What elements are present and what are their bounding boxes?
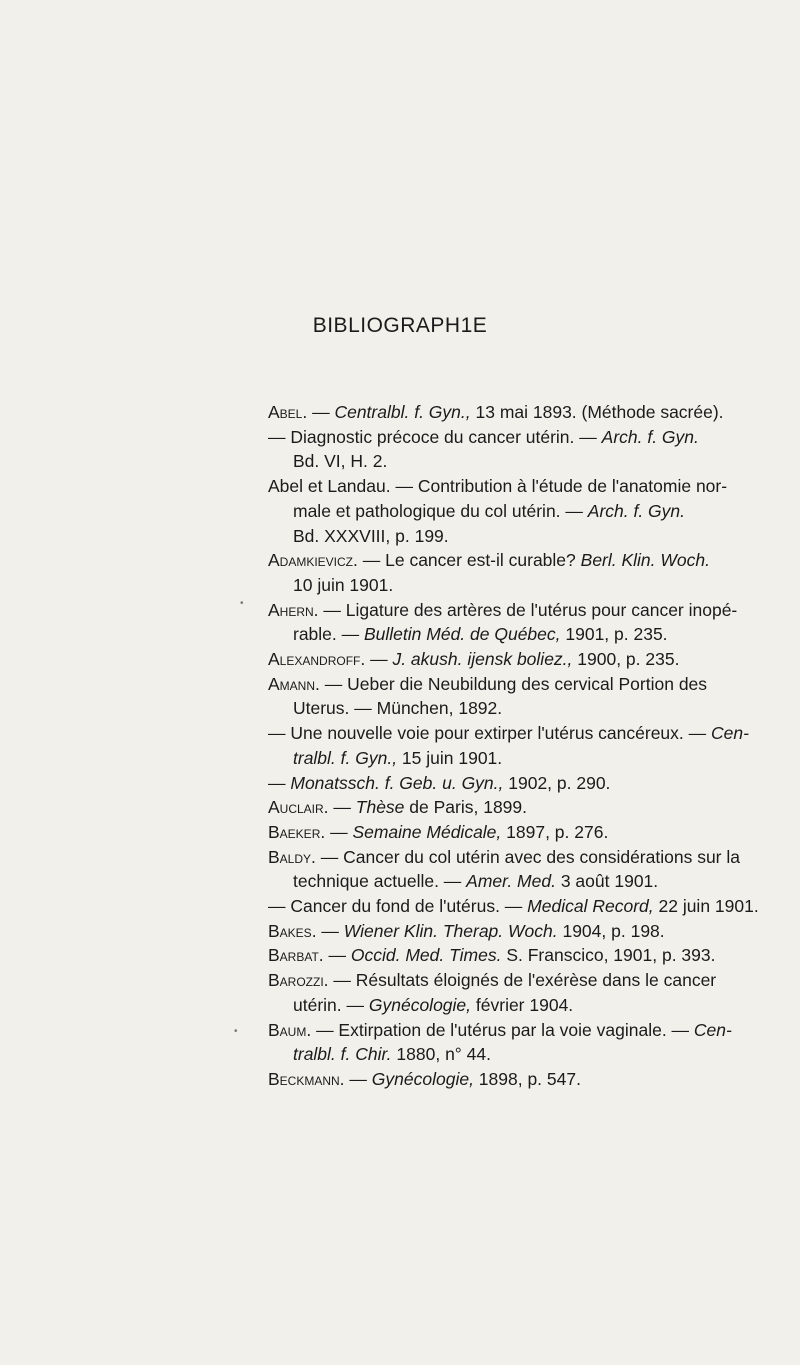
entry-text: technique actuelle. —	[293, 871, 467, 892]
entry-text: —	[316, 920, 344, 941]
bibliography-line	[268, 1018, 748, 1043]
author-name: Bakes.	[268, 920, 317, 941]
entry-text: 1897, p. 276.	[501, 821, 609, 842]
bibliography-line	[268, 499, 748, 524]
entry-text: — Ueber die Neubildung des cervical Portion des	[319, 673, 708, 694]
entry-text: 1902, p. 290.	[503, 772, 611, 793]
publication-title: Cen-	[693, 1019, 732, 1040]
scan-speck: •	[240, 598, 244, 609]
entry-text: — Cancer du fond de l'utérus. —	[268, 896, 528, 917]
entry-text: rable. —	[293, 624, 364, 645]
bibliography-line	[268, 696, 748, 721]
entry-text: —	[323, 945, 351, 966]
publication-title: Monatssch. f. Geb. u. Gyn.,	[290, 772, 504, 793]
entry-text: — Une nouvelle voie pour extirper l'utérus cancéreux. —	[268, 723, 712, 744]
author-name: Adamkievicz.	[268, 550, 358, 571]
scan-speck: •	[234, 1026, 238, 1037]
author-name: Auclair.	[268, 797, 329, 818]
bibliography-line	[268, 1067, 748, 1092]
publication-title: Berl. Klin. Woch.	[580, 550, 710, 571]
entry-text: —	[328, 797, 356, 818]
entry-text: male et pathologique du col utérin. —	[293, 500, 588, 521]
author-name: Baum.	[268, 1019, 312, 1040]
entry-text: 13 mai 1893. (Méthode sacrée).	[470, 402, 724, 422]
bibliography-line	[268, 869, 748, 894]
entry-text: Abel et Landau. — Contribution à l'étude de l'anatomie nor-	[268, 476, 728, 497]
bibliography-line	[268, 968, 748, 993]
entry-text: Uterus. — München, 1892.	[293, 698, 503, 719]
entry-text: 3 août 1901.	[555, 871, 659, 892]
publication-title: Arch. f. Gyn.	[601, 426, 699, 447]
entry-text: 1880, n° 44.	[391, 1044, 491, 1065]
bibliography-line	[268, 820, 748, 845]
publication-title: Semaine Médicale,	[352, 821, 502, 842]
entry-text: 1900, p. 235.	[572, 649, 680, 670]
author-name: Amann.	[268, 673, 320, 694]
entry-text: février 1904.	[471, 994, 574, 1015]
entry-text: —	[268, 772, 291, 793]
entry-text: —	[365, 649, 393, 670]
publication-title: Centralbl. f. Gyn.,	[334, 402, 471, 422]
bibliography-line	[268, 672, 748, 697]
publication-title: Amer. Med.	[466, 871, 556, 892]
entry-text: 1898, p. 547.	[473, 1068, 581, 1089]
bibliography-line	[268, 524, 748, 549]
bibliography-line	[268, 845, 748, 870]
entry-text: Bd. XXXVIII, p. 199.	[293, 525, 449, 546]
bibliography-line	[268, 449, 748, 474]
bibliography-line	[268, 919, 748, 944]
publication-title: Gynécologie,	[371, 1068, 474, 1089]
author-name: Barozzi.	[268, 970, 329, 991]
publication-title: J. akush. ijensk boliez.,	[392, 649, 573, 670]
bibliography-line	[268, 400, 748, 425]
page-title: BIBLIOGRAPH1E	[312, 314, 488, 337]
entry-text: —	[307, 402, 335, 422]
entry-text: 1901, p. 235.	[560, 624, 668, 645]
entry-text: — Cancer du col utérin avec des considérations sur la	[315, 846, 740, 867]
author-name: Ahern.	[268, 599, 319, 620]
entry-text: — Extirpation de l'utérus par la voie vaginale. —	[311, 1019, 694, 1040]
bibliography-line	[268, 746, 748, 771]
bibliography-line	[268, 894, 759, 919]
publication-title: Medical Record,	[527, 896, 654, 917]
bibliography-line	[268, 771, 748, 796]
bibliography-list	[268, 400, 759, 1092]
entry-text: S. Franscico, 1901, p. 393.	[501, 945, 716, 966]
entry-text: —	[344, 1068, 372, 1089]
publication-title: Bulletin Méd. de Québec,	[364, 624, 561, 645]
entry-text: — Résultats éloignés de l'exérèse dans le cancer	[328, 970, 717, 991]
bibliography-line	[268, 993, 748, 1018]
author-name: Baldy.	[268, 846, 316, 867]
bibliography-line	[268, 548, 748, 573]
publication-title: Arch. f. Gyn.	[587, 500, 686, 521]
entry-text: — Le cancer est-il curable?	[357, 550, 581, 571]
publication-title: Thèse	[355, 797, 405, 818]
publication-title: Occid. Med. Times.	[350, 945, 502, 966]
author-name: Alexandroff.	[268, 649, 366, 670]
publication-title: tralbl. f. Chir.	[293, 1044, 392, 1065]
entry-text: — Diagnostic précoce du cancer utérin. —	[268, 426, 602, 447]
author-name: Beckmann.	[268, 1068, 345, 1089]
publication-title: Wiener Klin. Therap. Woch.	[343, 920, 558, 941]
entry-text: —	[325, 821, 353, 842]
entry-text: 10 juin 1901.	[293, 574, 394, 595]
bibliography-line	[268, 474, 748, 499]
entry-text: — Ligature des artères de l'utérus pour cancer inopé-	[318, 599, 738, 620]
publication-title: tralbl. f. Gyn.,	[293, 747, 398, 768]
bibliography-line	[268, 622, 748, 647]
bibliography-line	[268, 647, 748, 672]
bibliography-line	[268, 425, 748, 450]
author-name: Abel.	[268, 402, 308, 422]
author-name: Baeker.	[268, 821, 326, 842]
entry-text: 22 juin 1901.	[653, 896, 759, 917]
publication-title: Gynécologie,	[368, 994, 472, 1015]
bibliography-line	[268, 573, 748, 598]
publication-title: Cen-	[711, 723, 749, 744]
bibliography-line	[268, 795, 748, 820]
bibliography-line	[268, 721, 748, 746]
entry-text: utérin. —	[293, 994, 369, 1015]
entry-text: 1904, p. 198.	[557, 920, 665, 941]
author-name: Barbat.	[268, 945, 324, 966]
bibliography-line	[268, 598, 748, 623]
entry-text: Bd. VI, H. 2.	[293, 451, 388, 472]
entry-text: 15 juin 1901.	[397, 747, 503, 768]
entry-text: de Paris, 1899.	[404, 797, 527, 818]
bibliography-line	[268, 1042, 748, 1067]
bibliography-line	[268, 943, 748, 968]
